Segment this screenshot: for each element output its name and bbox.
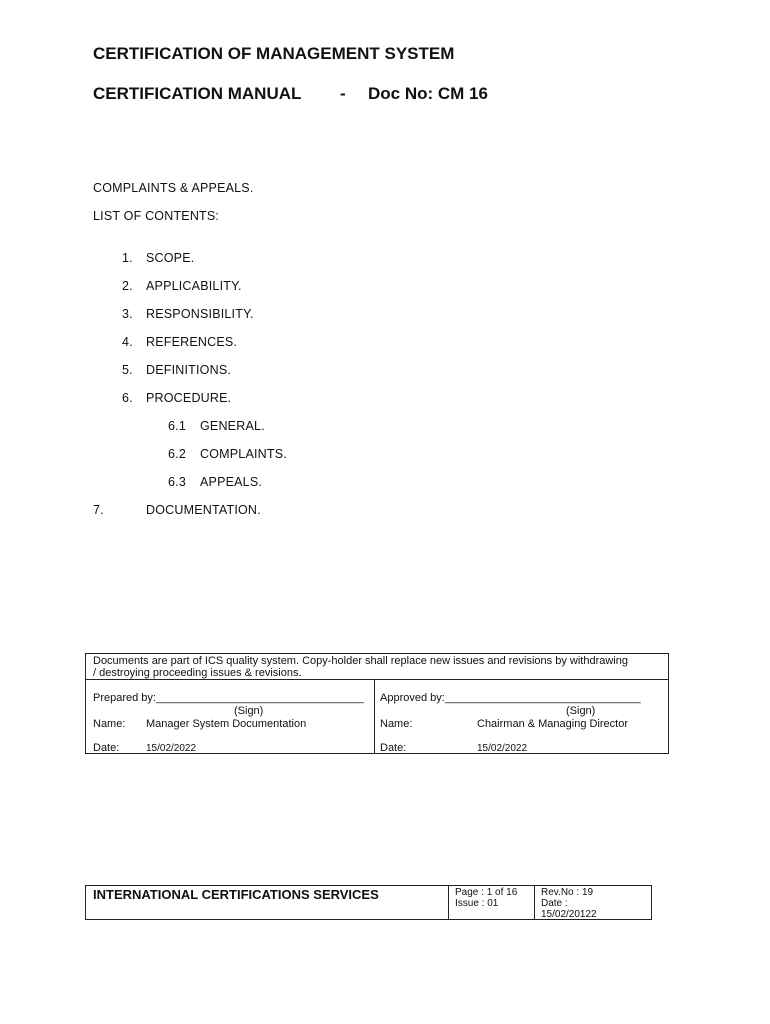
prepared-name-label: Name: <box>93 718 126 730</box>
prepared-date-label: Date: <box>93 742 120 754</box>
prepared-sign-label: (Sign) <box>234 705 264 717</box>
contents-item-label: DOCUMENTATION. <box>146 503 261 517</box>
contents-item-number: 7. <box>93 503 104 517</box>
contents-item-label: PROCEDURE. <box>146 391 232 405</box>
prepared-by-label: Prepared by:__________________________________ <box>93 692 364 704</box>
contents-item-label: RESPONSIBILITY. <box>146 307 254 321</box>
subcontents-item-label: APPEALS. <box>200 475 263 489</box>
subcontents-item-label: COMPLAINTS. <box>200 447 287 461</box>
contents-label: LIST OF CONTENTS: <box>93 209 220 223</box>
approved-by-label: Approved by:________________________________ <box>380 692 641 704</box>
approved-name-label: Name: <box>380 718 413 730</box>
title-dash: - <box>340 84 346 103</box>
manual-label: CERTIFICATION MANUAL <box>93 84 302 103</box>
contents-item-label: DEFINITIONS. <box>146 363 232 377</box>
prepared-date: 15/02/2022 <box>146 743 197 754</box>
approved-date-label: Date: <box>380 742 407 754</box>
contents-item-label: SCOPE. <box>146 251 195 265</box>
revision-number: Rev.No : 19 <box>541 887 594 898</box>
contents-item-number: 2. <box>122 279 133 293</box>
notice-line-2: / destroying proceeding issues & revisions. <box>93 667 302 679</box>
footer-date-label: Date : <box>541 898 568 909</box>
subcontents-item-label: GENERAL. <box>200 419 265 433</box>
contents-item-label: REFERENCES. <box>146 335 238 349</box>
subcontents-item-number: 6.2 <box>168 447 186 461</box>
page-number: Page : 1 of 16 <box>455 887 518 898</box>
notice-line-1: Documents are part of ICS quality system. Copy-holder shall replace new issues and revisions by withdrawing <box>93 655 628 667</box>
contents-item-number: 5. <box>122 363 133 377</box>
approved-sign-label: (Sign) <box>566 705 596 717</box>
contents-item-number: 3. <box>122 307 133 321</box>
contents-item-label: APPLICABILITY. <box>146 279 242 293</box>
approved-name: Chairman & Managing Director <box>477 718 629 730</box>
subcontents-item-number: 6.3 <box>168 475 186 489</box>
approval-box <box>85 653 669 754</box>
contents-item-number: 4. <box>122 335 133 349</box>
contents-item-number: 6. <box>122 391 133 405</box>
contents-item-number: 1. <box>122 251 133 265</box>
document-title: CERTIFICATION OF MANAGEMENT SYSTEM <box>93 44 455 63</box>
issue-number: Issue : 01 <box>455 898 499 909</box>
subcontents-item-number: 6.1 <box>168 419 186 433</box>
doc-number: Doc No: CM 16 <box>368 84 488 103</box>
section-title: COMPLAINTS & APPEALS. <box>93 181 254 195</box>
footer-box <box>85 885 652 920</box>
footer-date: 15/02/20122 <box>541 909 597 920</box>
prepared-name: Manager System Documentation <box>146 718 307 730</box>
approved-date: 15/02/2022 <box>477 743 528 754</box>
company-name: INTERNATIONAL CERTIFICATIONS SERVICES <box>93 887 379 902</box>
